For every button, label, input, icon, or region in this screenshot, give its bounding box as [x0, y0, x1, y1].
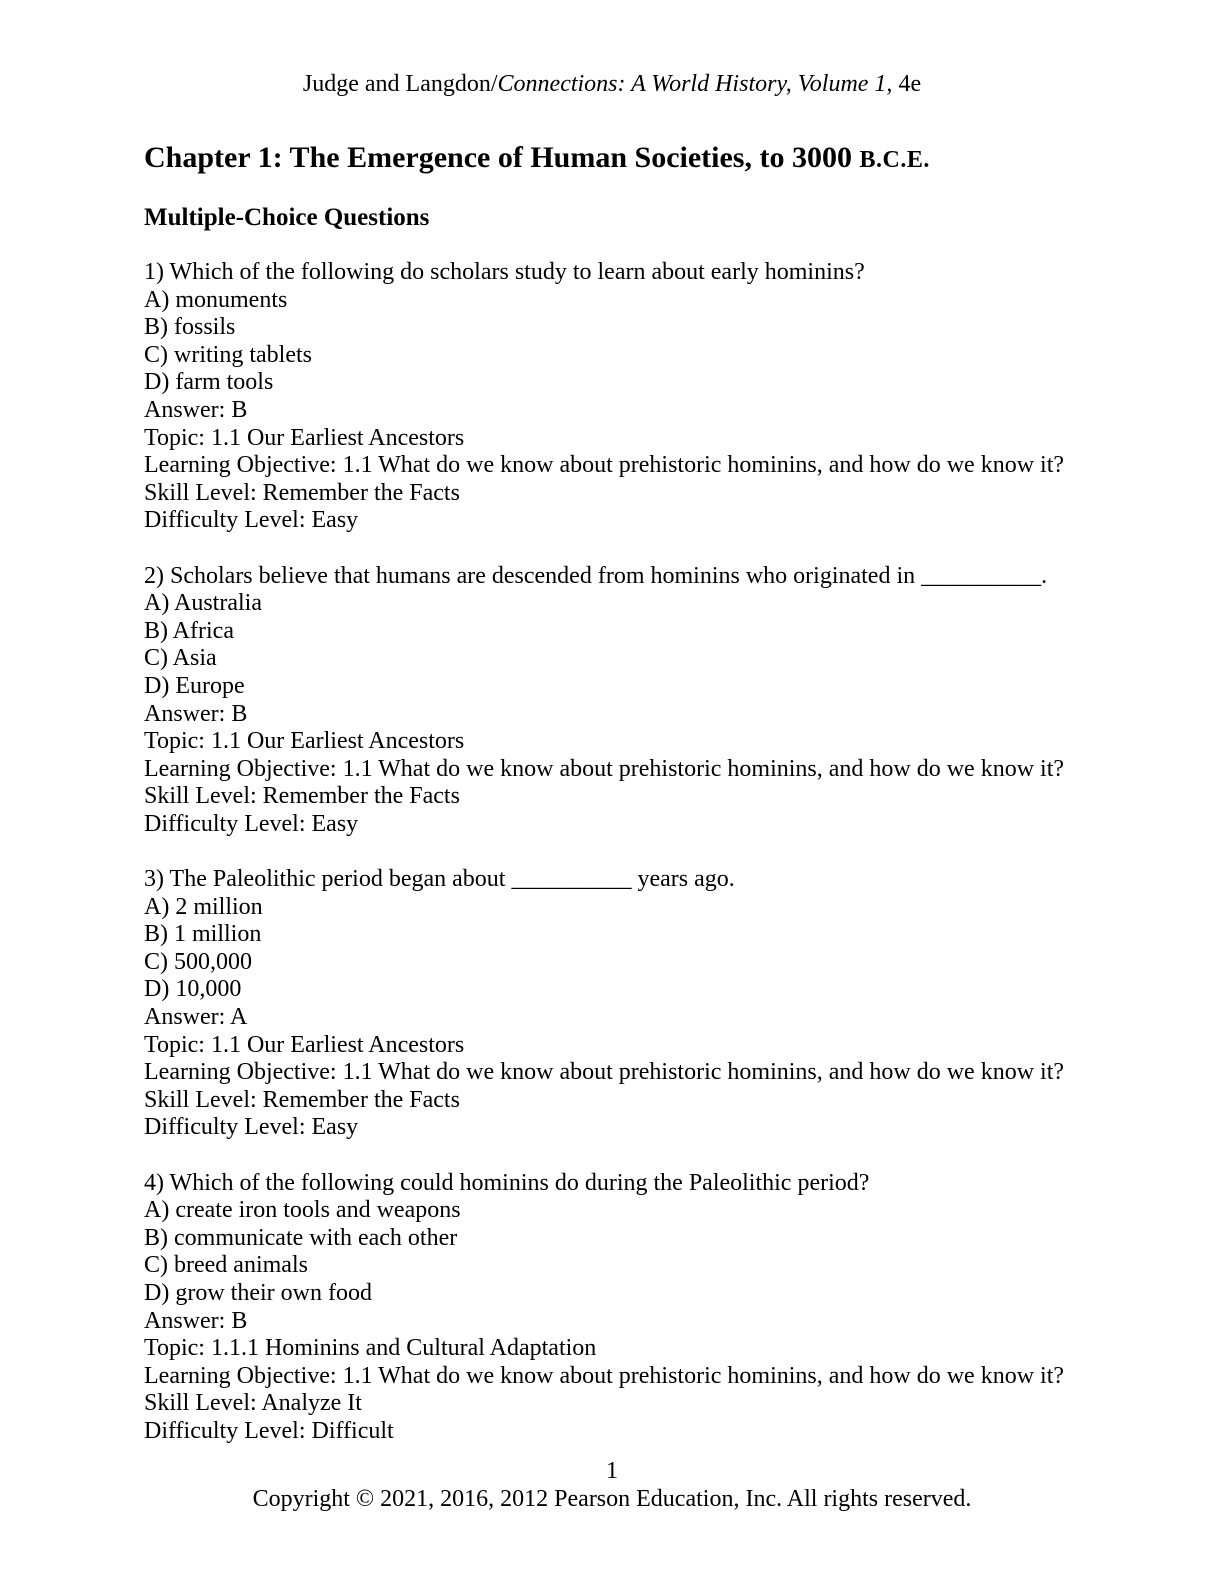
choice-a: A) monuments	[144, 286, 288, 313]
difficulty-level-line: Difficulty Level: Easy	[144, 1114, 359, 1141]
topic-line: Topic: 1.1.1 Hominins and Cultural Adaptation	[144, 1335, 597, 1362]
learning-objective-line: Learning Objective: 1.1 What do we know about prehistoric hominins, and how do we know it?	[144, 1059, 1065, 1086]
difficulty-level-line: Difficulty Level: Easy	[144, 507, 359, 534]
page-footer	[0, 1458, 1224, 1513]
choice-a: A) 2 million	[144, 893, 263, 920]
choice-b: B) communicate with each other	[144, 1224, 458, 1251]
choice-d: D) Europe	[144, 672, 245, 699]
answer-line: Answer: B	[144, 396, 248, 423]
choice-c: C) writing tablets	[144, 341, 312, 368]
question-stem: 1) Which of the following do scholars study to learn about early hominins?	[144, 259, 865, 285]
difficulty-level-line: Difficulty Level: Easy	[144, 810, 359, 837]
choice-c: C) breed animals	[144, 1252, 308, 1279]
choice-b: B) fossils	[144, 314, 236, 341]
learning-objective-line: Learning Objective: 1.1 What do we know about prehistoric hominins, and how do we know it?	[144, 452, 1065, 479]
question-stem: 3) The Paleolithic period began about __________ years ago.	[144, 866, 735, 893]
topic-line: Topic: 1.1 Our Earliest Ancestors	[144, 1031, 465, 1058]
choice-b: B) 1 million	[144, 921, 262, 948]
header-edition: 4e	[892, 71, 922, 97]
questions-list	[144, 259, 1154, 1473]
question-block-1	[144, 259, 1154, 535]
skill-level-line: Skill Level: Remember the Facts	[144, 1086, 460, 1113]
choice-d: D) farm tools	[144, 369, 274, 396]
choice-d: D) 10,000	[144, 976, 242, 1003]
header-book-title: Connections: A World History, Volume 1,	[497, 71, 893, 97]
question-stem: 2) Scholars believe that humans are descended from hominins who originated in __________.	[144, 562, 1048, 589]
choice-c: C) 500,000	[144, 948, 252, 975]
answer-line: Answer: A	[144, 1004, 248, 1031]
choice-a: A) create iron tools and weapons	[144, 1197, 461, 1224]
learning-objective-line: Learning Objective: 1.1 What do we know about prehistoric hominins, and how do we know it?	[144, 755, 1065, 782]
topic-line: Topic: 1.1 Our Earliest Ancestors	[144, 728, 465, 755]
skill-level-line: Skill Level: Analyze It	[144, 1390, 362, 1417]
skill-level-line: Skill Level: Remember the Facts	[144, 783, 460, 810]
choice-b: B) Africa	[144, 617, 234, 644]
copyright-notice: Copyright © 2021, 2016, 2012 Pearson Education, Inc. All rights reserved.	[252, 1485, 972, 1512]
running-header	[0, 70, 1224, 98]
choice-d: D) grow their own food	[144, 1279, 372, 1306]
choice-c: C) Asia	[144, 645, 217, 672]
question-stem: 4) Which of the following could hominins do during the Paleolithic period?	[144, 1169, 870, 1196]
learning-objective-line: Learning Objective: 1.1 What do we know about prehistoric hominins, and how do we know it?	[144, 1362, 1065, 1389]
topic-line: Topic: 1.1 Our Earliest Ancestors	[144, 424, 465, 451]
chapter-title	[144, 140, 930, 178]
page-number: 1	[606, 1458, 618, 1484]
header-author: Judge and Langdon/	[302, 71, 498, 97]
chapter-title-text: Chapter 1: The Emergence of Human Societies, to 3000	[144, 141, 860, 174]
answer-line: Answer: B	[144, 1307, 248, 1334]
answer-line: Answer: B	[144, 700, 248, 727]
question-block-2	[144, 563, 1154, 839]
difficulty-level-line: Difficulty Level: Difficult	[144, 1417, 394, 1444]
section-heading: Multiple-Choice Questions	[144, 204, 430, 231]
chapter-title-era: B.C.E.	[859, 147, 930, 173]
skill-level-line: Skill Level: Remember the Facts	[144, 479, 460, 506]
question-block-3	[144, 866, 1154, 1142]
choice-a: A) Australia	[144, 590, 262, 617]
question-block-4	[144, 1170, 1154, 1446]
